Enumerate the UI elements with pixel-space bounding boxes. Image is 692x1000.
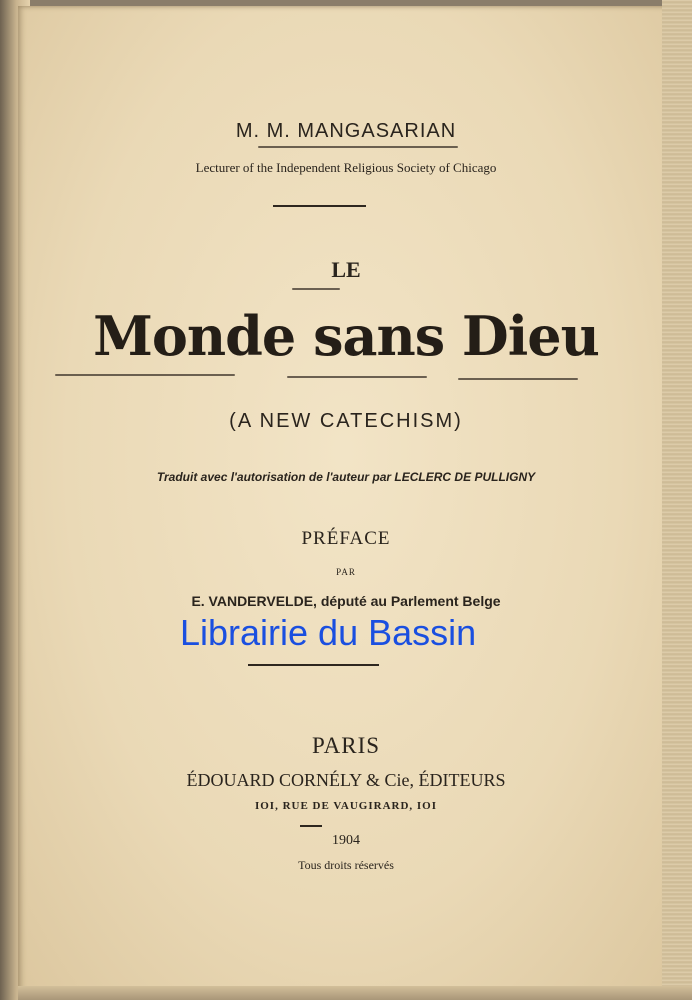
publisher-city: PARIS [311,733,381,758]
preface-heading: PRÉFACE [301,528,391,549]
divider-rule [273,205,366,207]
bottom-edge [18,986,692,1000]
pen-underline-title-1 [55,374,235,376]
pen-underline-title-2 [287,376,427,378]
publisher-name: ÉDOUARD CORNÉLY & Cie, ÉDITEURS [186,770,506,790]
preface-author: E. VANDERVELDE, député au Parlement Belge [191,593,501,609]
watermark-text: Librairie du Bassin [180,612,477,653]
book-subtitle: (A NEW CATECHISM) [229,410,463,432]
pen-underline-le [292,288,340,290]
pen-underline-author [258,146,458,148]
title-article: LE [331,257,361,282]
translation-note: Traduit avec l'autorisation de l'auteur par LECLERC DE PULLIGNY [156,470,536,484]
publication-year: 1904 [332,833,360,848]
publisher-address: IOI, RUE DE VAUGIRARD, IOI [254,800,438,812]
short-rule [300,825,322,827]
book-title: Monde sans Dieu [93,304,599,368]
author-role: Lecturer of the Independent Religious Society of Chicago [195,160,497,175]
divider-rule-2 [248,664,379,666]
author-name: M. M. MANGASARIAN [235,120,457,142]
preface-par: PAR [336,567,356,577]
rights-notice: Tous droits réservés [298,858,394,872]
page-edges [662,0,692,1000]
pen-underline-title-3 [458,378,578,380]
